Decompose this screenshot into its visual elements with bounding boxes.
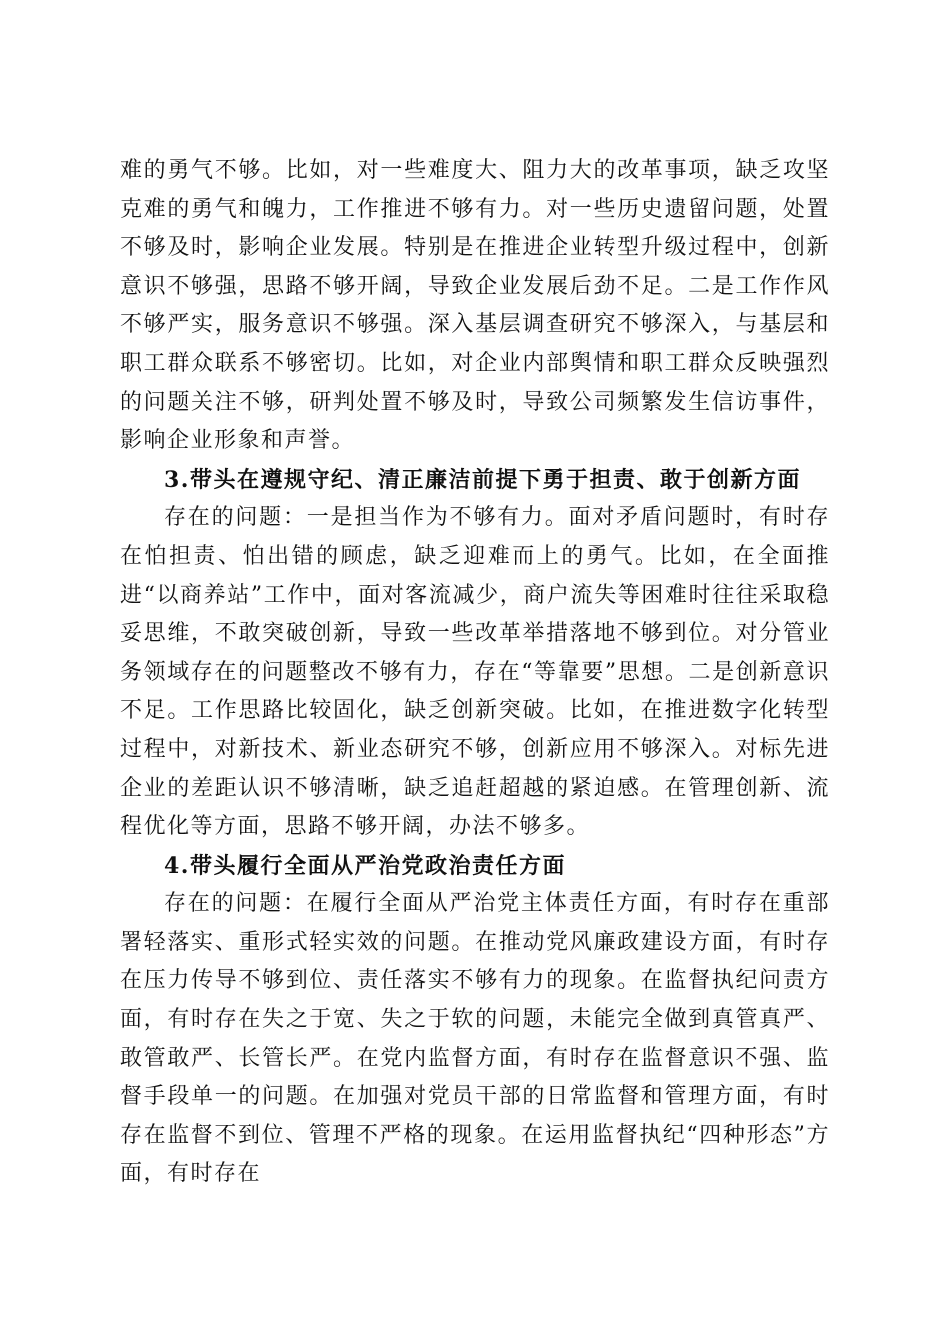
body-paragraph-3: 存在的问题：在履行全面从严治党主体责任方面，有时存在重部署轻落实、重形式轻实效的问题。在推动党风廉政建设方面，有时存在压力传导不够到位、责任落实不够有力的现象。在监督执纪问责方面，有时存在失之于宽、失之于软的问题，未能完全做到真管真严、敢管敢严、长管长严。在党内监督方面，有时存在监督意识不强、监督手段单一的问题。在加强对党员干部的日常监督和管理方面，有时存在监督不到位、管理不严格的现象。在运用监督执纪“四种形态”方面，有时存在 xyxy=(120,891,830,1187)
section-heading-4: 4.带头履行全面从严治党政治责任方面 xyxy=(164,852,566,879)
body-paragraph-2: 存在的问题：一是担当作为不够有力。面对矛盾问题时，有时存在怕担责、怕出错的顾虑，缺乏迎难而上的勇气。比如，在全面推进“以商养站”工作中，面对客流减少，商户流失等困难时往往采取稳妥思维，不敢突破创新，导致一些改革举措落地不够到位。对分管业务领域存在的问题整改不够有力，存在“等靠要”思想。二是创新意识不足。工作思路比较固化，缺乏创新突破。比如，在推进数字化转型过程中，对新技术、新业态研究不够，创新应用不够深入。对标先进企业的差距认识不够清晰，缺乏追赶超越的紧迫感。在管理创新、流程优化等方面，思路不够开阔，办法不够多。 xyxy=(120,505,830,840)
document-page xyxy=(120,152,830,1194)
section-heading-3: 3.带头在遵规守纪、清正廉洁前提下勇于担责、敢于创新方面 xyxy=(164,466,801,493)
body-paragraph-1: 难的勇气不够。比如，对一些难度大、阻力大的改革事项，缺乏攻坚克难的勇气和魄力，工作推进不够有力。对一些历史遗留问题，处置不够及时，影响企业发展。特别是在推进企业转型升级过程中，创新意识不够强，思路不够开阔，导致企业发展后劲不足。二是工作作风不够严实，服务意识不够强。深入基层调查研究不够深入，与基层和职工群众联系不够密切。比如，对企业内部舆情和职工群众反映强烈的问题关注不够，研判处置不够及时，导致公司频繁发生信访事件，影响企业形象和声誉。 xyxy=(120,158,830,454)
